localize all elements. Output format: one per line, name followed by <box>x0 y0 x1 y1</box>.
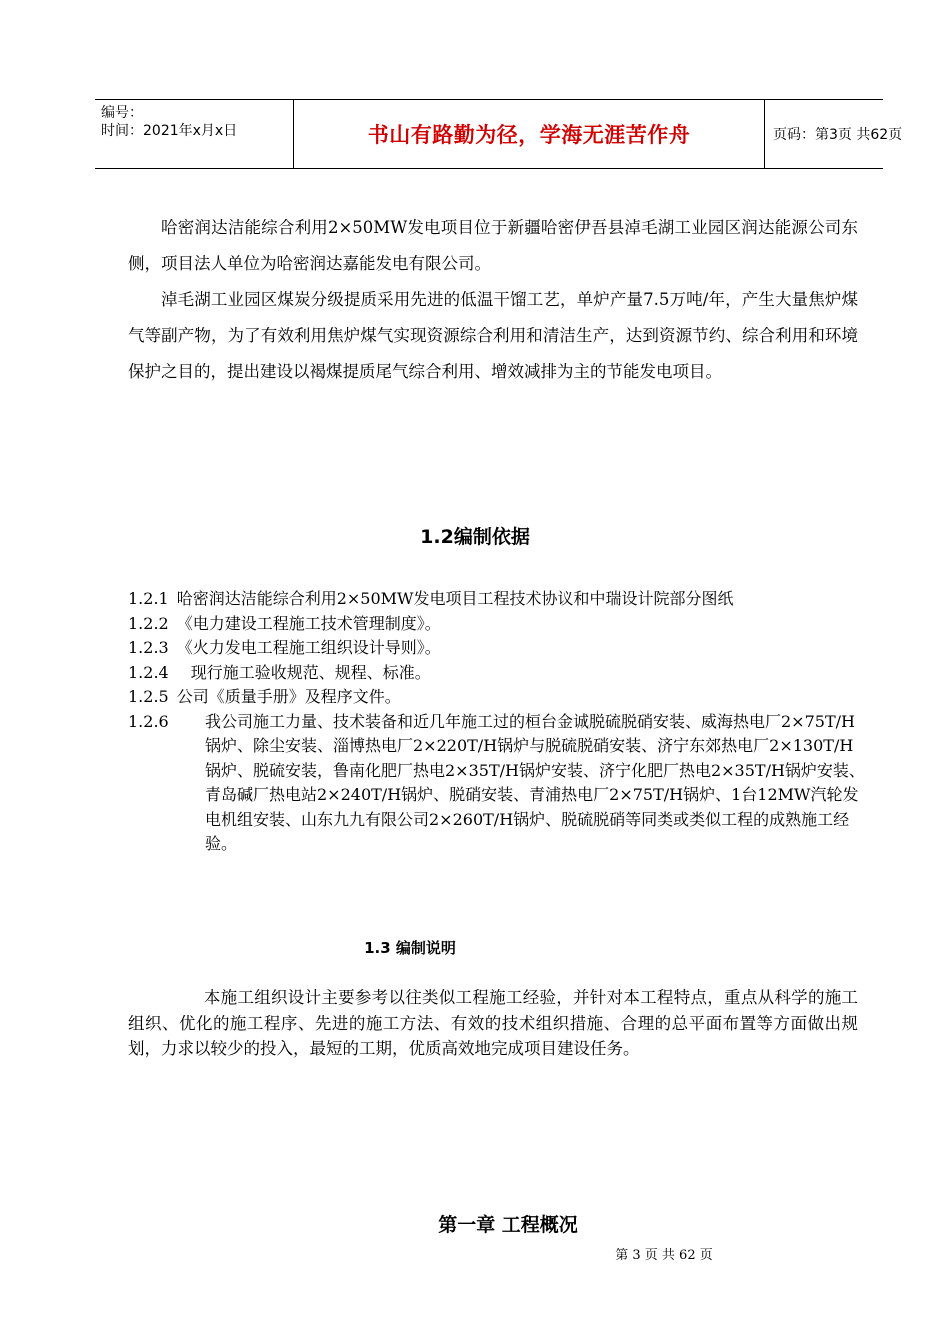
reference-list <box>128 587 868 857</box>
section-1-3-title: 1.3 编制说明 <box>364 939 456 957</box>
list-item-number: 1.2.6 <box>128 711 169 731</box>
section-1-3-body <box>128 985 858 1062</box>
page-footer: 第 3 页 共 62 页 <box>615 1248 713 1263</box>
list-item-number: 1.2.1 <box>128 589 169 608</box>
section-1-2-title: 1.2编制依据 <box>420 526 530 548</box>
list-item-number: 1.2.4 <box>128 662 169 682</box>
header-motto-cell <box>293 100 765 168</box>
list-item-text: 公司《质量手册》及程序文件。 <box>176 687 401 706</box>
document-time-label: 时间：2021年x月x日 <box>101 123 238 139</box>
intro-paragraph-2: 淖毛湖工业园区煤炭分级提质采用先进的低温干馏工艺，单炉产量7.5万吨/年，产生大量焦炉煤气等副产物，为了有效利用焦炉煤气实现资源综合利用和清洁生产，达到资源节约、综合利用和环境保护之目的，提出建设以褐煤提质尾气综合利用、增效减排为主的节能发电项目。 <box>128 290 858 381</box>
header-motto: 书山有路勤为径，学海无涯苦作舟 <box>367 123 691 147</box>
list-item-text: 《火力发电工程施工组织设计导则》。 <box>176 638 441 657</box>
document-number-label: 编号： <box>101 105 143 121</box>
list-item-number: 1.2.2 <box>128 613 169 633</box>
chapter-title: 第一章 工程概况 <box>438 1214 578 1236</box>
list-item <box>128 587 868 612</box>
intro-section <box>128 210 858 390</box>
list-item-text: 现行施工验收规范、规程、标准。 <box>190 662 431 682</box>
section-1-3-paragraph: 本施工组织设计主要参考以往类似工程施工经验，并针对本工程特点，重点从科学的施工组织、优化的施工程序、先进的施工方法、有效的技术组织措施、合理的总平面布置等方面做出规划，力求以较少的投入，最短的工期，优质高效地完成项目建设任务。 <box>128 988 858 1058</box>
list-item-text: 《电力建设工程施工技术管理制度》。 <box>176 613 441 633</box>
list-item-text: 哈密润达洁能综合利用2×50MW发电项目工程技术协议和中瑞设计院部分图纸 <box>176 589 734 608</box>
intro-paragraph-1: 哈密润达洁能综合利用2×50MW发电项目位于新疆哈密伊吾县淖毛湖工业园区润达能源公司东侧，项目法人单位为哈密润达嘉能发电有限公司。 <box>128 218 858 273</box>
header-meta-cell <box>95 100 293 168</box>
header-page-info: 页码：第3页 共62页 <box>773 127 903 143</box>
header-page-cell <box>765 100 903 168</box>
list-item <box>128 612 868 637</box>
list-item <box>128 661 868 686</box>
list-item <box>128 685 868 710</box>
header-table <box>95 99 903 169</box>
list-item-number: 1.2.5 <box>128 687 169 706</box>
list-item-text: 我公司施工力量、技术装备和近几年施工过的桓台金诚脱硫脱硝安装、威海热电厂2×75T/H锅炉、除尘安装、淄博热电厂2×220T/H锅炉与脱硫脱硝安装、济宁东郊热电厂2×130T/H锅炉、脱硫安装，鲁南化肥厂热电2×35T/H锅炉安装、济宁化肥厂热电2×35T/H锅炉安装、青岛碱厂热电站2×240T/H锅炉、脱硝安装、青浦热电厂2×75T/H锅炉、1台12MW汽轮发电机组安装、山东九九有限公司2×260T/H锅炉、脱硫脱硝等同类或类似工程的成熟施工经验。 <box>205 711 865 853</box>
list-item-number: 1.2.3 <box>128 638 169 657</box>
list-item <box>128 710 868 857</box>
list-item <box>128 636 868 661</box>
